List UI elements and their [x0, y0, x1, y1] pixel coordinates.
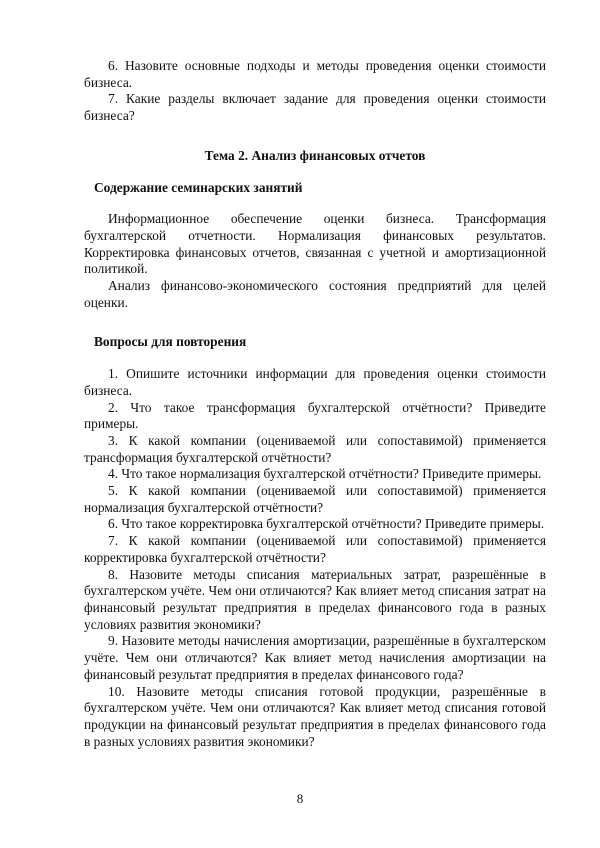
top-question-7: 7. Какие разделы включает задание для проведения оценки стоимости бизнеса? [84, 91, 546, 124]
page-number: 8 [296, 791, 304, 806]
review-question: 10. Назовите методы списания готовой продукции, разрешённые в бухгалтерском учёте. Чем они отличаются? Как влияет метод списания готовой продукции на финансовый результат предприятия в пределах финансового года в разных условиях развития экономики? [84, 683, 546, 749]
seminar-paragraph: Анализ финансово-экономического состояния предприятий для целей оценки. [84, 278, 546, 310]
review-question: 9. Назовите методы начисления амортизации, разрешённые в бухгалтерском учёте. Чем они отличаются? Как влияет метод начисления амортизации на финансовый результат предприятия в пределах финансового года? [84, 633, 546, 682]
review-question: 3. К какой компании (оцениваемой или сопоставимой) применяется трансформация бухгалтерской отчётности? [84, 432, 546, 465]
review-question: 8. Назовите методы списания материальных затрат, разрешённые в бухгалтерском учёте. Чем они отличаются? Как влияет метод списания затрат на финансовый результат предприятия в пределах финансового года в разных условиях развития экономики? [84, 566, 546, 632]
review-question: 5. К какой компании (оцениваемой или сопоставимой) применяется нормализация бухгалтерской отчётности? [84, 483, 546, 515]
topic-title: Тема 2. Анализ финансовых отчетов [204, 147, 426, 163]
seminar-paragraph: Информационное обеспечение оценки бизнеса. Трансформация бухгалтерской отчетности. Нормализация финансовых результатов. Корректировка финансовых отчетов, связанная с учетной и амортизационной политикой. [84, 211, 546, 277]
page-content [84, 58, 546, 750]
review-question: 2. Что такое трансформация бухгалтерской отчётности? Приведите примеры. [84, 399, 546, 432]
review-heading: Вопросы для повторения [94, 334, 247, 350]
review-question: 6. Что такое корректировка бухгалтерской отчётности? Приведите примеры. [108, 516, 545, 532]
review-question: 4. Что такое нормализация бухгалтерской отчётности? Приведите примеры. [108, 466, 542, 482]
top-question-6: 6. Назовите основные подходы и методы проведения оценки стоимости бизнеса. [84, 58, 546, 90]
review-question: 7. К какой компании (оцениваемой или сопоставимой) применяется корректировка бухгалтерской отчётности? [84, 533, 546, 565]
review-question: 1. Опишите источники информации для проведения оценки стоимости бизнеса. [84, 366, 546, 398]
seminar-heading: Содержание семинарских занятий [94, 179, 303, 195]
